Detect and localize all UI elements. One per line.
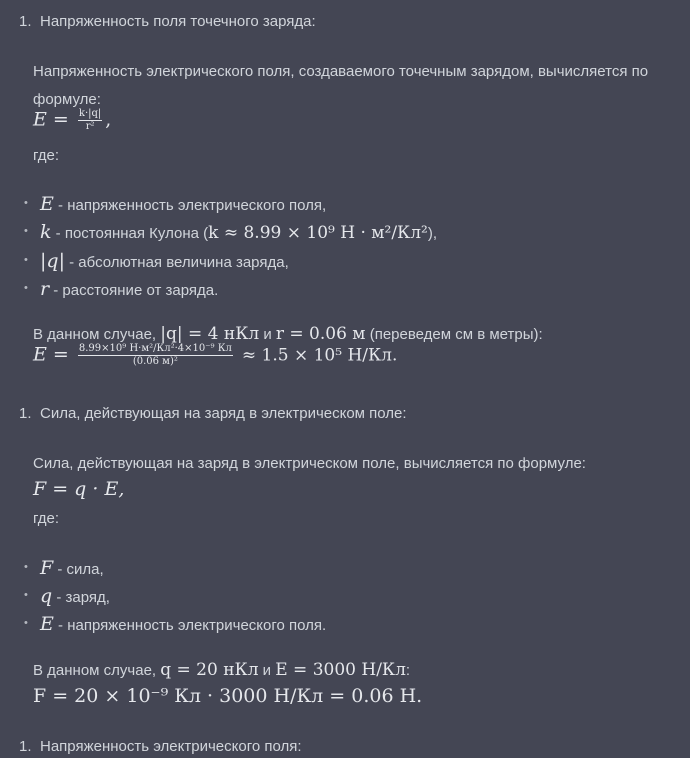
- paragraph: где:: [33, 510, 60, 527]
- list-number: 1.: [19, 405, 32, 422]
- bullet-marker: •: [24, 617, 28, 629]
- bullet-marker: •: [24, 282, 28, 294]
- paragraph: Сила, действующая на заряд в электрическом поле, вычисляется по формуле:: [33, 455, 586, 472]
- list-number: 1.: [19, 738, 32, 755]
- bullet-marker: •: [24, 561, 28, 573]
- section-heading: Напряженность поля точечного заряда:: [40, 13, 316, 30]
- paragraph: Напряженность электрического поля, создаваемого точечным зарядом, вычисляется по: [33, 63, 649, 80]
- formula: E = $\frac{k\cdot|q|}{\text{r²}}$ ,: [33, 108, 112, 132]
- paragraph: где:: [33, 147, 60, 164]
- list-item: F - сила,: [40, 557, 104, 579]
- list-item: k - постоянная Кулона (k ≈ 8.99 × 10⁹ Н · м²/Кл²),: [40, 221, 437, 243]
- section-heading: Напряженность электрического поля:: [40, 738, 302, 755]
- bullet-marker: •: [24, 589, 28, 601]
- fraction: $\frac{k\cdot|q|}{\text{r²}}$: [78, 108, 102, 132]
- section-heading: Сила, действующая на заряд в электрическом поле:: [40, 405, 407, 422]
- paragraph: В данном случае, q = 20 нКл и E = 3000 Н/Кл:: [33, 660, 411, 680]
- formula: F = q · E,: [33, 478, 125, 500]
- paragraph: В данном случае, |q| = 4 нКл и r = 0.06 м (переведем см в метры):: [33, 324, 543, 344]
- list-item: q - заряд,: [40, 585, 110, 607]
- formula: E = $\frac{\text{8.99×10⁹ Н·м²/Кл²·4×10⁻⁹ Кл}}{\text{(0.06 м)²}}$ ≈ 1.5 × 10⁵ Н/Кл.: [33, 343, 398, 367]
- list-item: E - напряженность электрического поля,: [40, 193, 327, 215]
- bullet-marker: •: [24, 197, 28, 209]
- fraction: $\frac{\text{8.99×10⁹ Н·м²/Кл²·4×10⁻⁹ Кл}}{\text{(0.06 м)²}}$: [78, 343, 232, 367]
- list-item: r - расстояние от заряда.: [40, 278, 219, 300]
- paragraph: формуле:: [33, 91, 101, 108]
- list-number: 1.: [19, 13, 32, 30]
- list-item: E - напряженность электрического поля.: [40, 613, 327, 635]
- bullet-marker: •: [24, 254, 28, 266]
- list-item: |q| - абсолютная величина заряда,: [40, 250, 289, 272]
- bullet-marker: •: [24, 225, 28, 237]
- formula: F = 20 × 10⁻⁹ Кл · 3000 Н/Кл = 0.06 Н.: [33, 685, 423, 707]
